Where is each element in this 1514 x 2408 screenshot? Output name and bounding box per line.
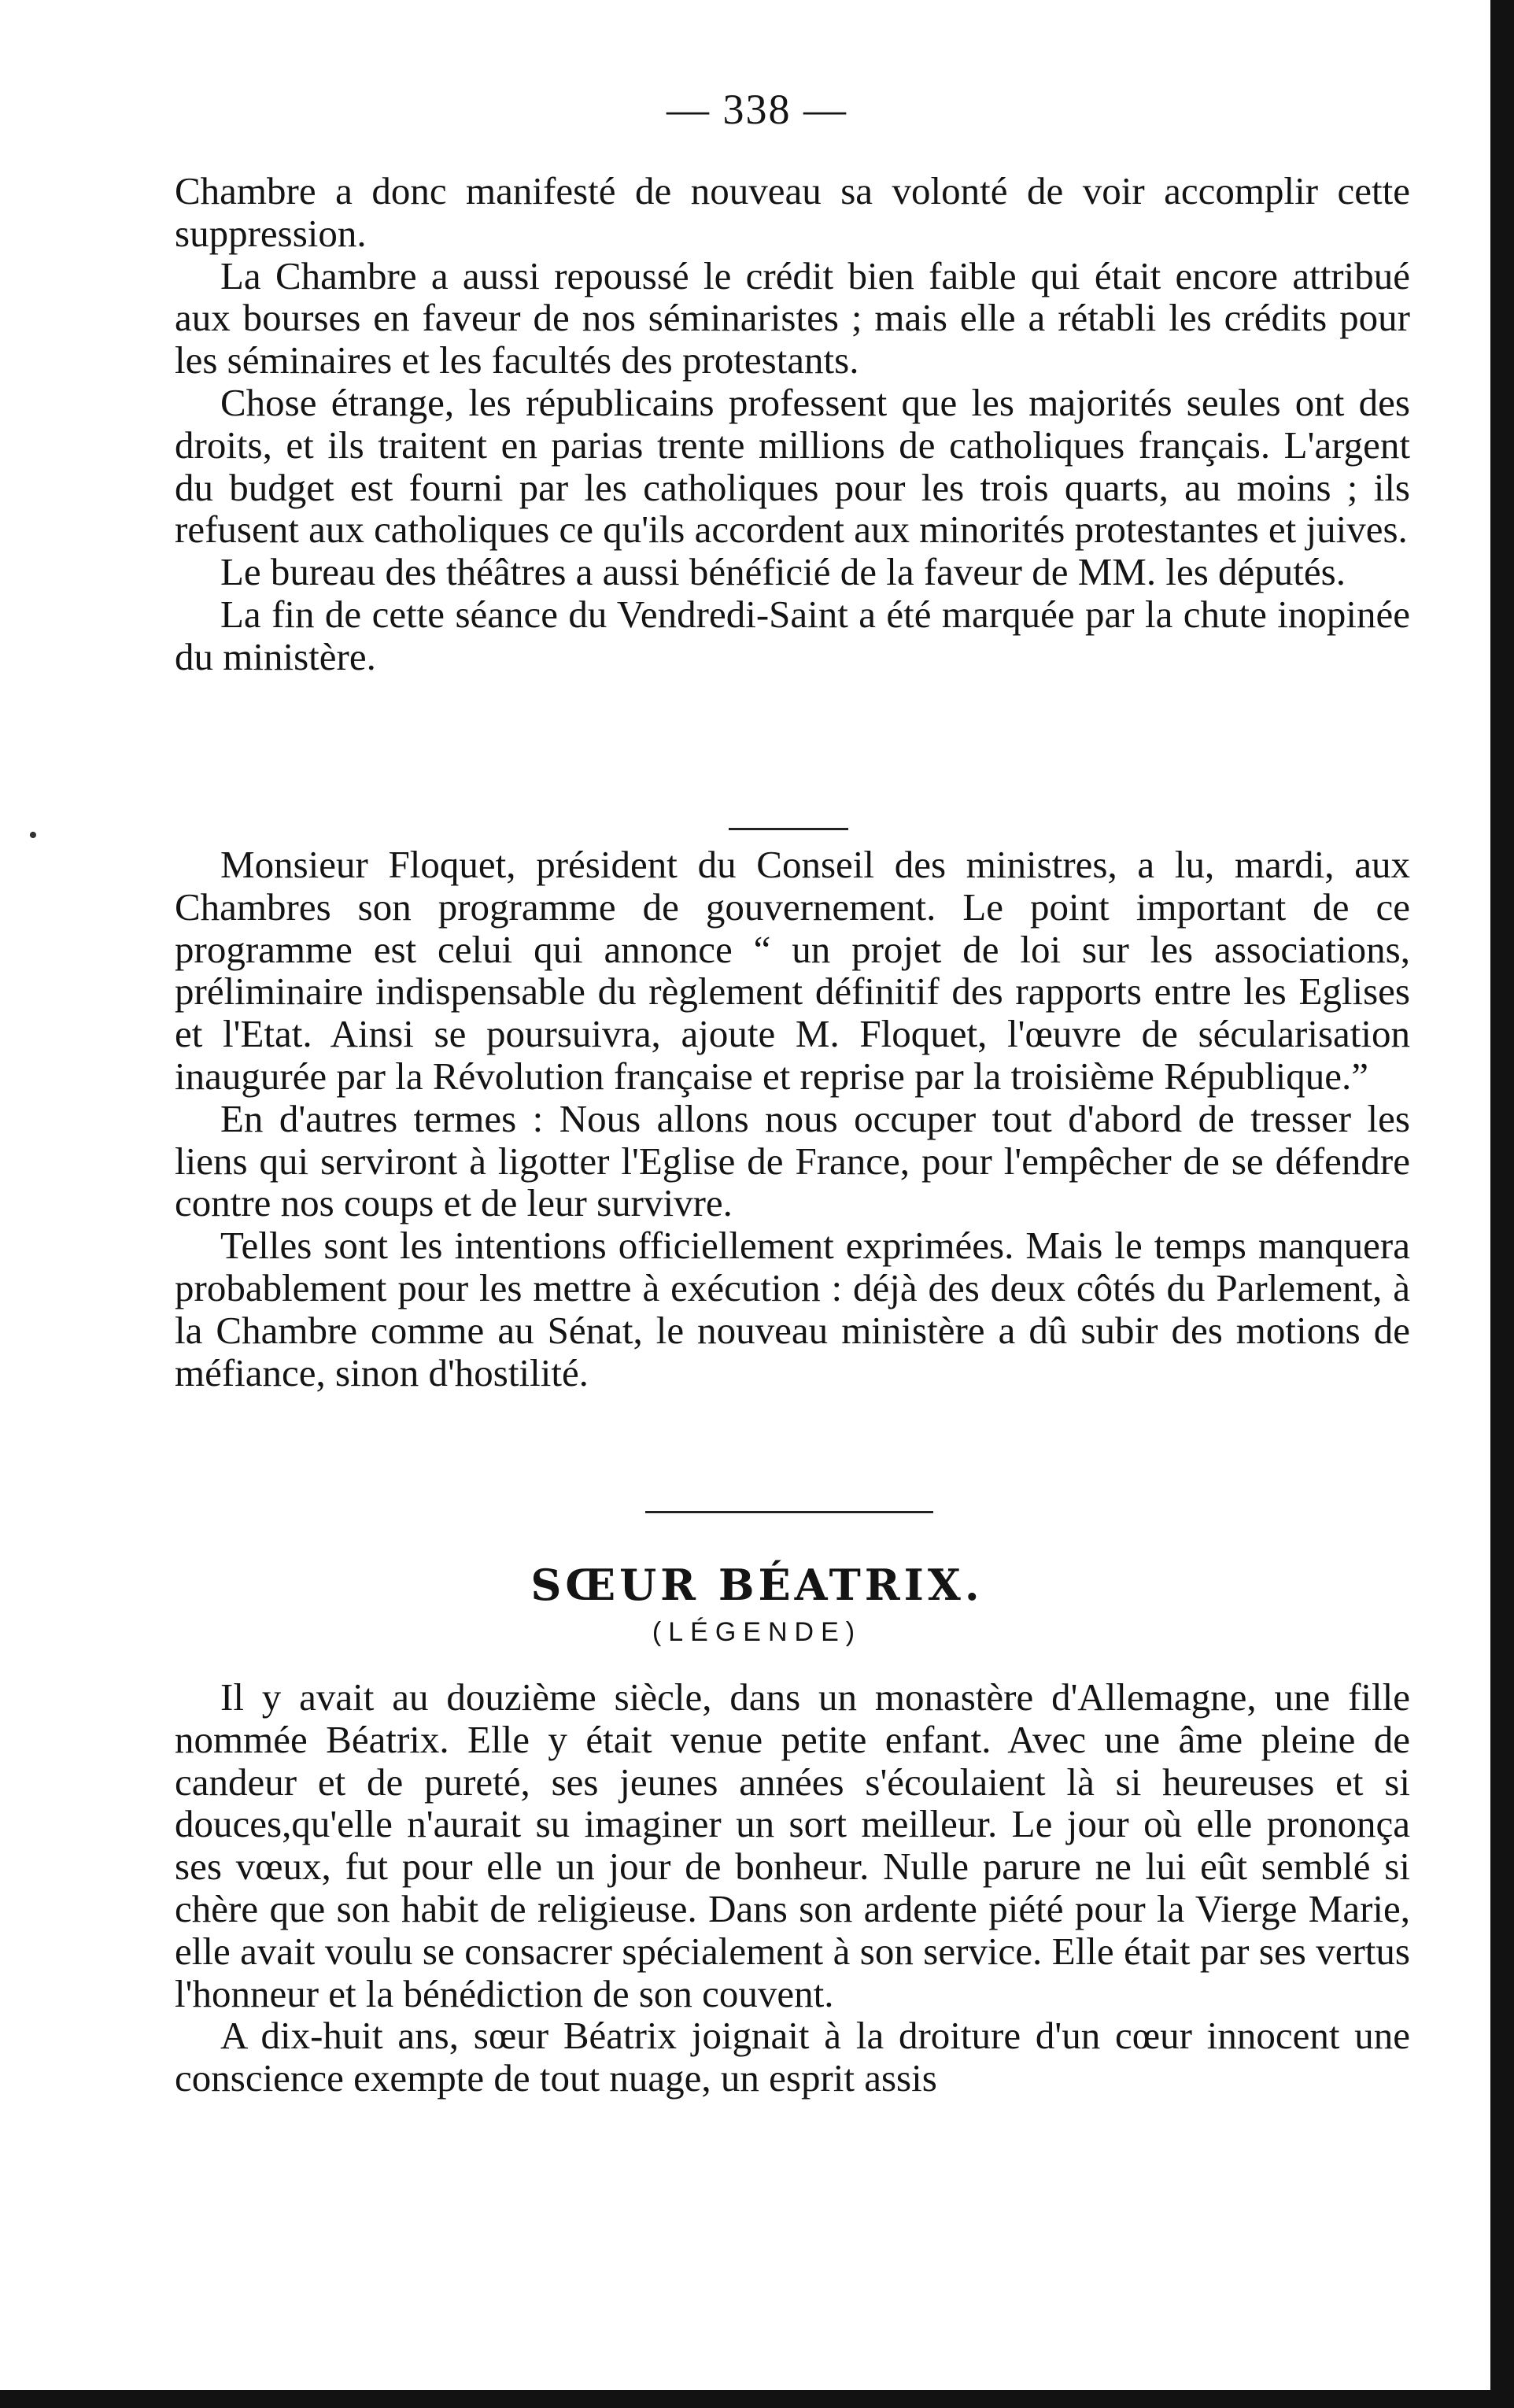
- text-block-floquet: [175, 844, 1410, 1394]
- section-subtitle: (LÉGENDE): [652, 1617, 862, 1647]
- section-title: SŒUR BÉATRIX.: [530, 1560, 984, 1610]
- paragraph: Chose étrange, les républicains professent que les majorités seules ont des droits, et ils traitent en parias trente millions de catholiques français. L'argent du budget est fourni par les catholiques pour les trois quarts, au moins ; ils refusent aux catholiques ce qu'ils accordent aux minorités protestantes et juives.: [175, 380, 1410, 552]
- paragraph: En d'autres termes : Nous allons nous occuper tout d'abord de tresser les liens qui serviront à ligotter l'Eglise de France, pour l'empêcher de se défendre contre nos coups et de leur survivre.: [175, 1096, 1410, 1225]
- scan-edge-bottom: [0, 2390, 1514, 2408]
- paragraph: A dix-huit ans, sœur Béatrix joignait à la droiture d'un cœur innocent une conscience exempte de tout nuage, un esprit assis: [175, 2014, 1410, 2100]
- margin-mark: •: [28, 821, 38, 850]
- text-block-legende: [175, 1676, 1410, 2100]
- paragraph: Il y avait au douzième siècle, dans un monastère d'Allemagne, une fille nommée Béatrix. Elle y était venue petite enfant. Avec une âme pleine de candeur et de pureté, ses jeunes années s'écoulaient là si heureuses et si douces,qu'elle n'aurait su imaginer un sort meilleur. Le jour où elle prononça ses vœux, fut pour elle un jour de bonheur. Nulle parure ne lui eût semblé si chère que son habit de religieuse. Dans son ardente piété pour la Vierge Marie, elle avait voulu se consacrer spécialement à son service. Elle était par ses vertus l'honneur et la bénédiction de son couvent.: [175, 1675, 1410, 2015]
- separator-rule: [729, 828, 848, 830]
- paragraph: La fin de cette séance du Vendredi-Saint a été marquée par la chute inopinée du ministère.: [175, 592, 1410, 678]
- separator-rule: [645, 1511, 933, 1513]
- text-block-chambre: [175, 170, 1410, 678]
- paragraph: Monsieur Floquet, président du Conseil des ministres, a lu, mardi, aux Chambres son programme de gouvernement. Le point important de ce programme est celui qui annonce “ un projet de loi sur les associations, préliminaire indispensable du règlement définitif des rapports entre les Eglises et l'Etat. Ainsi se poursuivra, ajoute M. Floquet, l'œuvre de sécularisation inaugurée par la Révolution française et reprise par la troisième République.”: [175, 843, 1410, 1098]
- scan-edge-right: [1490, 0, 1514, 2408]
- paragraph: Chambre a donc manifesté de nouveau sa volonté de voir accomplir cette suppression.: [175, 169, 1410, 255]
- page-number: — 338 —: [667, 86, 847, 133]
- paragraph: Le bureau des théâtres a aussi bénéficié de la faveur de MM. les députés.: [220, 550, 1346, 594]
- paragraph: La Chambre a aussi repoussé le crédit bien faible qui était encore attribué aux bourses en faveur de nos séminaristes ; mais elle a rétabli les crédits pour les séminaires et les facultés des protestants.: [175, 253, 1410, 382]
- paragraph: Telles sont les intentions officiellement exprimées. Mais le temps manquera probablement pour les mettre à exécution : déjà des deux côtés du Parlement, à la Chambre comme au Sénat, le nouveau ministère a dû subir des motions de méfiance, sinon d'hostilité.: [175, 1224, 1410, 1394]
